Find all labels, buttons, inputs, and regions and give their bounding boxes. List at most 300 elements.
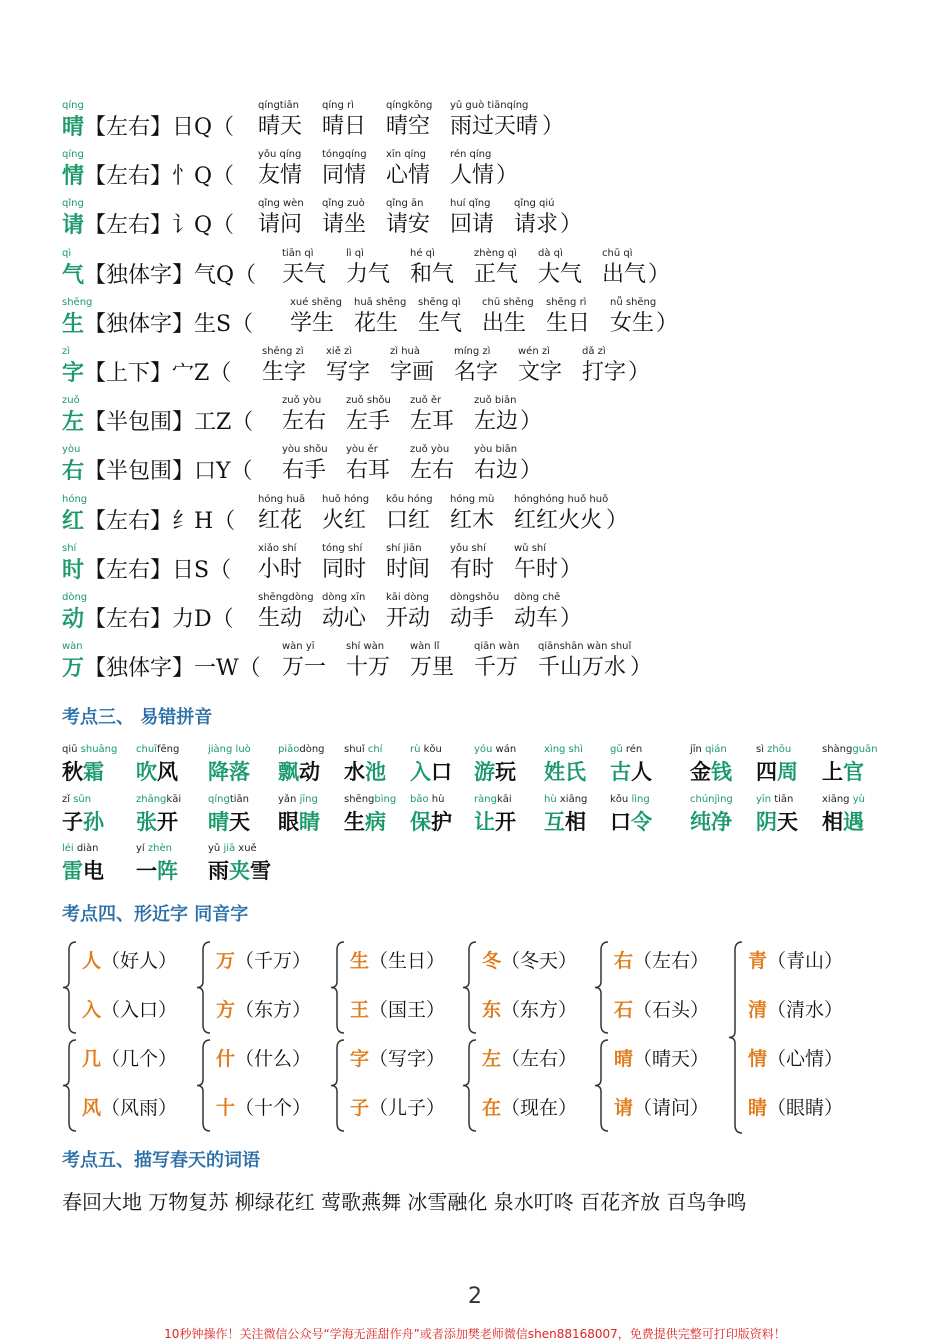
hanzi-part-target: 晴 bbox=[208, 809, 229, 834]
pinyin-item-pinyin bbox=[756, 744, 791, 755]
pinyin-item-hanzi bbox=[822, 756, 864, 786]
pinyin-item-hanzi bbox=[544, 806, 586, 836]
group-word: （左右） bbox=[633, 950, 710, 972]
word-pinyin: yǒu qíng bbox=[258, 149, 302, 161]
hanzi-part: 风 bbox=[157, 759, 178, 784]
pinyin-item-hanzi bbox=[278, 756, 320, 786]
word-hanzi: 红花 bbox=[258, 507, 303, 533]
hanzi-part-target: 钱 bbox=[711, 759, 732, 784]
pinyin-part-target: yīn bbox=[756, 794, 772, 805]
char-group-large bbox=[728, 940, 878, 1135]
group-char: 睛 bbox=[748, 1097, 768, 1119]
brace-icon bbox=[196, 940, 212, 1035]
pinyin-part-target: yóu bbox=[474, 744, 493, 755]
word-hanzi: 友情 bbox=[258, 163, 303, 189]
pinyin-part-target: bǎo bbox=[410, 794, 429, 805]
pinyin-part-target: rù bbox=[410, 744, 421, 755]
group-word: （现在） bbox=[501, 1097, 578, 1119]
pinyin-part-target: léi bbox=[62, 843, 74, 854]
entry-structure: 【独体字】一W（ bbox=[84, 656, 261, 682]
footer-notice: 10秒钟操作！关注微信公众号“学海无涯甜作舟”或者添加樊老师微信shen88168007，免费提供完整可打印版资料！ bbox=[164, 1327, 786, 1341]
hanzi-part-target: 睛 bbox=[299, 809, 320, 834]
group-word: （清水） bbox=[767, 999, 844, 1021]
hanzi-part: 水 bbox=[344, 759, 365, 784]
pinyin-part: tiān bbox=[771, 794, 794, 805]
word-pinyin: shēng qì bbox=[418, 296, 461, 308]
word-pinyin: huā shēng bbox=[354, 296, 407, 308]
entry-head bbox=[62, 655, 261, 682]
pinyin-part: rén bbox=[622, 744, 643, 755]
group-char: 情 bbox=[748, 1048, 768, 1070]
group-char: 请 bbox=[614, 1097, 634, 1119]
word-hanzi: 左边 bbox=[474, 409, 519, 435]
word-hanzi: 右边 bbox=[474, 458, 519, 484]
pinyin-part-target: gǔ bbox=[610, 744, 623, 755]
entry-close: ） bbox=[648, 261, 671, 287]
hanzi-part-target: 古 bbox=[610, 759, 631, 784]
group-char: 生 bbox=[350, 950, 370, 972]
hanzi-part: 金 bbox=[690, 759, 711, 784]
word-hanzi: 小时 bbox=[258, 556, 303, 582]
hanzi-part: 秋 bbox=[62, 759, 83, 784]
pinyin-item-pinyin bbox=[474, 794, 512, 805]
pinyin-item-hanzi bbox=[208, 756, 250, 786]
char-group bbox=[594, 1038, 724, 1133]
brace-icon bbox=[62, 940, 78, 1035]
word-hanzi: 左右 bbox=[282, 409, 327, 435]
word-hanzi: 花生 bbox=[354, 310, 399, 336]
pinyin-item-pinyin bbox=[610, 794, 650, 805]
pinyin-item-hanzi bbox=[136, 806, 178, 836]
word-hanzi: 右手 bbox=[282, 458, 327, 484]
word-hanzi: 女生 bbox=[610, 310, 655, 336]
word-hanzi: 请求 bbox=[514, 212, 559, 238]
brace-icon bbox=[196, 1038, 212, 1133]
word-hanzi: 生气 bbox=[418, 310, 463, 336]
entry-char-pinyin: qíng bbox=[62, 100, 84, 111]
pinyin-part-target: piāo bbox=[278, 744, 300, 755]
pinyin-part-target: hù bbox=[544, 794, 557, 805]
word-hanzi: 名字 bbox=[454, 360, 499, 385]
pinyin-item-pinyin bbox=[822, 794, 865, 805]
entry-char-pinyin: yòu bbox=[62, 444, 81, 456]
word-hanzi: 生日 bbox=[546, 310, 591, 336]
word-pinyin: yòu biān bbox=[474, 444, 518, 456]
group-word: （左右） bbox=[501, 1048, 578, 1070]
group-word: （写字） bbox=[369, 1048, 446, 1070]
pinyin-part-target: jiàng luò bbox=[208, 744, 251, 755]
pinyin-item-hanzi bbox=[410, 806, 452, 836]
pinyin-part-target: shuāng bbox=[80, 744, 118, 755]
word-hanzi: 生动 bbox=[258, 606, 303, 631]
group-word: （儿子） bbox=[369, 1097, 446, 1119]
group-item bbox=[482, 1044, 577, 1071]
pinyin-item-hanzi bbox=[610, 756, 652, 786]
entry-char: 请 bbox=[62, 212, 85, 239]
group-item bbox=[482, 995, 577, 1022]
entry-head bbox=[62, 458, 253, 485]
pinyin-item-pinyin bbox=[278, 794, 318, 805]
word-hanzi: 口红 bbox=[386, 507, 431, 533]
entry-char: 右 bbox=[62, 458, 85, 485]
group-word: （晴天） bbox=[633, 1048, 710, 1070]
group-item bbox=[748, 995, 843, 1022]
word-hanzi: 十万 bbox=[346, 655, 391, 681]
pinyin-item-hanzi bbox=[544, 756, 586, 786]
hanzi-part-target: 张 bbox=[136, 809, 157, 834]
entry-close: ） bbox=[560, 212, 583, 238]
word-pinyin: hóng mù bbox=[450, 493, 495, 505]
word-hanzi: 和气 bbox=[410, 261, 455, 287]
word-hanzi: 人情 bbox=[450, 163, 495, 189]
word-hanzi: 字画 bbox=[390, 360, 435, 385]
pinyin-item-pinyin bbox=[62, 794, 91, 805]
char-group bbox=[62, 940, 192, 1035]
hanzi-part-target: 令 bbox=[631, 809, 652, 834]
section-heading-5: 考点五、描写春天的词语 bbox=[62, 1150, 260, 1171]
group-char: 左 bbox=[482, 1048, 502, 1070]
hanzi-part-target: 遇 bbox=[843, 809, 864, 834]
hanzi-part: 口 bbox=[431, 759, 452, 784]
hanzi-part-target: 官 bbox=[843, 759, 864, 784]
entry-head bbox=[62, 409, 253, 436]
hanzi-part: 护 bbox=[431, 809, 452, 834]
pinyin-part: kāi bbox=[496, 794, 512, 805]
pinyin-part-target: qíng bbox=[208, 794, 230, 805]
word-pinyin: huí qǐng bbox=[450, 198, 491, 210]
group-item bbox=[482, 1093, 577, 1120]
word-hanzi: 出生 bbox=[482, 310, 527, 336]
pinyin-item-hanzi bbox=[756, 756, 798, 786]
char-group bbox=[462, 1038, 592, 1133]
pinyin-part: jīn bbox=[690, 744, 706, 755]
section-heading-4: 考点四、形近字 同音字 bbox=[62, 904, 249, 925]
word-pinyin: shí wàn bbox=[346, 641, 385, 653]
word-hanzi: 打字 bbox=[582, 360, 627, 385]
entry-char: 万 bbox=[62, 655, 85, 682]
pinyin-part: fēng bbox=[156, 744, 180, 755]
pinyin-item-pinyin bbox=[756, 794, 793, 805]
word-pinyin: nǚ shēng bbox=[610, 296, 657, 308]
hanzi-part-target: 吹 bbox=[136, 759, 157, 784]
entry-char: 晴 bbox=[62, 114, 85, 140]
entry-structure: 【左右】日S（ bbox=[84, 557, 232, 583]
hanzi-part-target: 孙 bbox=[83, 809, 104, 834]
pinyin-item-pinyin bbox=[474, 744, 516, 755]
entry-close: ） bbox=[560, 606, 583, 631]
pinyin-part-target: xìng shì bbox=[544, 744, 583, 755]
word-pinyin: shí jiān bbox=[386, 542, 422, 554]
entry-structure: 【左右】力D（ bbox=[84, 607, 234, 632]
entry-char: 红 bbox=[62, 507, 85, 534]
group-item bbox=[216, 995, 311, 1022]
word-pinyin: shēng rì bbox=[546, 296, 587, 308]
group-word: （冬天） bbox=[501, 950, 578, 972]
entry-char-pinyin: qǐng bbox=[62, 198, 84, 210]
word-hanzi: 火红 bbox=[322, 507, 367, 533]
group-item bbox=[614, 1044, 709, 1071]
pinyin-item-pinyin bbox=[690, 794, 733, 805]
pinyin-part: xuě bbox=[235, 843, 257, 854]
pinyin-item-pinyin bbox=[62, 843, 99, 854]
pinyin-item-pinyin bbox=[344, 744, 382, 755]
group-item bbox=[216, 1093, 311, 1120]
hanzi-part: 玩 bbox=[495, 759, 516, 784]
hanzi-part: 开 bbox=[157, 809, 178, 834]
entry-head bbox=[62, 508, 235, 535]
brace-icon bbox=[462, 940, 478, 1035]
group-char: 王 bbox=[350, 999, 370, 1021]
entry-head bbox=[62, 262, 256, 289]
pinyin-item-pinyin bbox=[544, 794, 587, 805]
pinyin-item-hanzi bbox=[474, 806, 516, 836]
brace-icon bbox=[62, 1038, 78, 1133]
entry-close: ） bbox=[628, 360, 651, 385]
pinyin-item-pinyin bbox=[62, 744, 117, 755]
entry-char-pinyin: dòng bbox=[62, 592, 88, 603]
word-pinyin: dòng xīn bbox=[322, 592, 366, 603]
word-hanzi: 请问 bbox=[258, 212, 303, 238]
word-hanzi: 有时 bbox=[450, 556, 495, 582]
char-group bbox=[196, 940, 326, 1035]
pinyin-item-hanzi bbox=[136, 756, 178, 786]
group-char: 冬 bbox=[482, 950, 502, 972]
pinyin-part: wán bbox=[492, 744, 517, 755]
pinyin-part-target: chuī bbox=[136, 744, 157, 755]
pinyin-part-target: jīng bbox=[299, 794, 318, 805]
group-word: （风雨） bbox=[101, 1097, 178, 1119]
group-char: 青 bbox=[748, 950, 768, 972]
pinyin-part-target: chí bbox=[367, 744, 383, 755]
entry-char-pinyin: zì bbox=[62, 346, 71, 357]
group-char: 字 bbox=[350, 1048, 370, 1070]
group-word: （国王） bbox=[369, 999, 446, 1021]
entry-char: 左 bbox=[62, 409, 85, 436]
word-pinyin: shēngdòng bbox=[258, 592, 314, 603]
entry-char: 生 bbox=[62, 310, 85, 337]
entry-structure: 【左右】忄Q（ bbox=[84, 164, 235, 190]
word-hanzi: 万一 bbox=[282, 655, 327, 681]
word-pinyin: yǔ guò tiānqíng bbox=[450, 100, 529, 111]
word-hanzi: 学生 bbox=[290, 310, 335, 336]
pinyin-part-target: jiā bbox=[223, 843, 236, 854]
hanzi-part: 动 bbox=[299, 759, 320, 784]
group-char: 子 bbox=[350, 1097, 370, 1119]
pinyin-item-pinyin bbox=[136, 794, 181, 805]
pinyin-part-target: bìng bbox=[374, 794, 397, 805]
word-pinyin: xīn qíng bbox=[386, 149, 427, 161]
pinyin-item-hanzi bbox=[208, 806, 250, 836]
entry-char: 气 bbox=[62, 261, 85, 288]
hanzi-part: 口 bbox=[610, 809, 631, 834]
word-hanzi: 红红火火 bbox=[514, 507, 603, 533]
hanzi-part: 上 bbox=[822, 759, 843, 784]
word-hanzi: 出气 bbox=[602, 261, 647, 287]
pinyin-item-hanzi bbox=[474, 756, 516, 786]
hanzi-part: 生 bbox=[344, 809, 365, 834]
group-item bbox=[82, 995, 177, 1022]
word-pinyin: hónghóng huǒ huǒ bbox=[514, 493, 609, 505]
hanzi-part: 相 bbox=[822, 809, 843, 834]
group-char: 在 bbox=[482, 1097, 502, 1119]
pinyin-item-hanzi bbox=[822, 806, 864, 836]
word-pinyin: zuǒ shǒu bbox=[346, 395, 391, 407]
pinyin-part: sì bbox=[756, 744, 768, 755]
word-hanzi: 天气 bbox=[282, 261, 327, 287]
pinyin-part-target: zhāng bbox=[136, 794, 167, 805]
entry-char-pinyin: qíng bbox=[62, 149, 84, 161]
pinyin-item-hanzi bbox=[62, 806, 104, 836]
group-item bbox=[748, 1093, 843, 1120]
word-hanzi: 心情 bbox=[386, 163, 431, 189]
word-pinyin: zhèng qì bbox=[474, 247, 517, 259]
char-group bbox=[462, 940, 592, 1035]
group-word: （什么） bbox=[235, 1048, 312, 1070]
word-hanzi: 晴日 bbox=[322, 114, 367, 139]
pinyin-item-pinyin bbox=[410, 794, 444, 805]
pinyin-part: diàn bbox=[73, 843, 99, 854]
char-group bbox=[330, 1038, 460, 1133]
word-pinyin: yǒu shí bbox=[450, 542, 486, 554]
pinyin-part: tiān bbox=[229, 794, 249, 805]
entry-char-pinyin: shēng bbox=[62, 296, 93, 308]
word-hanzi: 时间 bbox=[386, 556, 431, 582]
group-word: （入口） bbox=[101, 999, 178, 1021]
word-pinyin: qǐng wèn bbox=[258, 198, 304, 210]
pinyin-item-pinyin bbox=[278, 744, 325, 755]
pinyin-part: xiāng bbox=[556, 794, 588, 805]
pinyin-part-target: zhèn bbox=[147, 843, 172, 854]
hanzi-part: 雪 bbox=[250, 858, 271, 883]
group-char: 十 bbox=[216, 1097, 236, 1119]
hanzi-part-target: 让 bbox=[474, 809, 495, 834]
brace-icon bbox=[462, 1038, 478, 1133]
group-char: 右 bbox=[614, 950, 634, 972]
hanzi-part-target: 阴 bbox=[756, 809, 777, 834]
word-pinyin: dòng chē bbox=[514, 592, 561, 603]
word-hanzi: 回请 bbox=[450, 212, 495, 238]
char-group bbox=[62, 1038, 192, 1133]
word-hanzi: 同时 bbox=[322, 556, 367, 582]
pinyin-part: shàng bbox=[822, 744, 853, 755]
word-pinyin: rén qíng bbox=[450, 149, 492, 161]
word-pinyin: lì qì bbox=[346, 247, 364, 259]
word-pinyin: kāi dòng bbox=[386, 592, 430, 603]
word-pinyin: dòngshǒu bbox=[450, 592, 500, 603]
hanzi-part: 开 bbox=[495, 809, 516, 834]
char-group bbox=[330, 940, 460, 1035]
word-pinyin: zuǒ yòu bbox=[282, 395, 322, 407]
word-pinyin: qíng rì bbox=[322, 100, 354, 111]
group-word: （千万） bbox=[235, 950, 312, 972]
entry-close: ） bbox=[560, 556, 583, 582]
word-hanzi: 晴空 bbox=[386, 114, 431, 139]
group-item bbox=[350, 1093, 445, 1120]
word-pinyin: kǒu hóng bbox=[386, 493, 433, 505]
pinyin-item-hanzi bbox=[62, 756, 104, 786]
word-pinyin: chū qì bbox=[602, 247, 633, 259]
entry-close: ） bbox=[656, 310, 679, 336]
pinyin-item-hanzi bbox=[344, 756, 386, 786]
pinyin-item-pinyin bbox=[136, 744, 179, 755]
group-char: 清 bbox=[748, 999, 768, 1021]
pinyin-item-hanzi bbox=[344, 806, 386, 836]
word-pinyin: wàn yī bbox=[282, 641, 315, 653]
word-pinyin: zuǒ ěr bbox=[410, 395, 442, 407]
hanzi-part-target: 姓氏 bbox=[544, 759, 586, 784]
word-hanzi: 红木 bbox=[450, 507, 495, 533]
word-pinyin: zuǒ yòu bbox=[410, 444, 450, 456]
entry-close: ） bbox=[606, 507, 629, 533]
word-hanzi: 请安 bbox=[386, 212, 431, 238]
entry-close: ） bbox=[542, 114, 565, 139]
word-pinyin: hé qì bbox=[410, 247, 435, 259]
hanzi-part: 四 bbox=[756, 759, 777, 784]
page-number: 2 bbox=[468, 1284, 482, 1309]
pinyin-item-pinyin bbox=[410, 744, 442, 755]
brace-icon bbox=[728, 940, 744, 1135]
word-pinyin: qǐng qiú bbox=[514, 198, 555, 210]
entry-close: ） bbox=[630, 655, 653, 681]
entry-structure: 【左右】讠Q（ bbox=[84, 213, 235, 239]
group-item bbox=[216, 946, 311, 973]
entry-structure: 【左右】日Q（ bbox=[84, 115, 235, 140]
brace-icon bbox=[330, 940, 346, 1035]
pinyin-part: kǒu bbox=[420, 744, 442, 755]
word-pinyin: huǒ hóng bbox=[322, 493, 370, 505]
entry-close: ） bbox=[520, 458, 543, 484]
group-item bbox=[82, 946, 177, 973]
entry-head bbox=[62, 557, 231, 584]
group-word: （请问） bbox=[633, 1097, 710, 1119]
entry-structure: 【左右】纟H（ bbox=[84, 508, 236, 534]
group-item bbox=[350, 946, 445, 973]
section-heading-3: 考点三、 易错拼音 bbox=[62, 707, 213, 728]
word-hanzi: 生字 bbox=[262, 360, 307, 385]
pinyin-part-target: yù bbox=[852, 794, 865, 805]
group-char: 几 bbox=[82, 1048, 102, 1070]
group-char: 人 bbox=[82, 950, 102, 972]
word-pinyin: míng zì bbox=[454, 346, 491, 357]
pinyin-part: dòng bbox=[299, 744, 325, 755]
word-pinyin: yòu shǒu bbox=[282, 444, 328, 456]
pinyin-item-hanzi bbox=[62, 855, 104, 885]
hanzi-part: 子 bbox=[62, 809, 83, 834]
word-pinyin: qiān wàn bbox=[474, 641, 520, 653]
group-word: （十个） bbox=[235, 1097, 312, 1119]
word-pinyin: qíngkōng bbox=[386, 100, 433, 111]
word-pinyin: tóng shí bbox=[322, 542, 363, 554]
word-hanzi: 同情 bbox=[322, 163, 367, 189]
entry-structure: 【半包围】工Z（ bbox=[84, 410, 254, 436]
hanzi-part-target: 飘 bbox=[278, 759, 299, 784]
word-pinyin: wén zì bbox=[518, 346, 550, 357]
pinyin-item-pinyin bbox=[690, 744, 727, 755]
pinyin-part-target: chúnjìng bbox=[690, 794, 733, 805]
hanzi-part: 天 bbox=[229, 809, 250, 834]
group-item bbox=[614, 995, 709, 1022]
word-pinyin: yòu ěr bbox=[346, 444, 378, 456]
word-hanzi: 大气 bbox=[538, 261, 583, 287]
hanzi-part-target: 池 bbox=[365, 759, 386, 784]
pinyin-item-pinyin bbox=[208, 794, 249, 805]
word-hanzi: 万里 bbox=[410, 655, 455, 681]
hanzi-part-target: 阵 bbox=[157, 858, 178, 883]
char-group bbox=[196, 1038, 326, 1133]
hanzi-part: 人 bbox=[631, 759, 652, 784]
brace-icon bbox=[594, 1038, 610, 1133]
group-word: （心情） bbox=[767, 1048, 844, 1070]
